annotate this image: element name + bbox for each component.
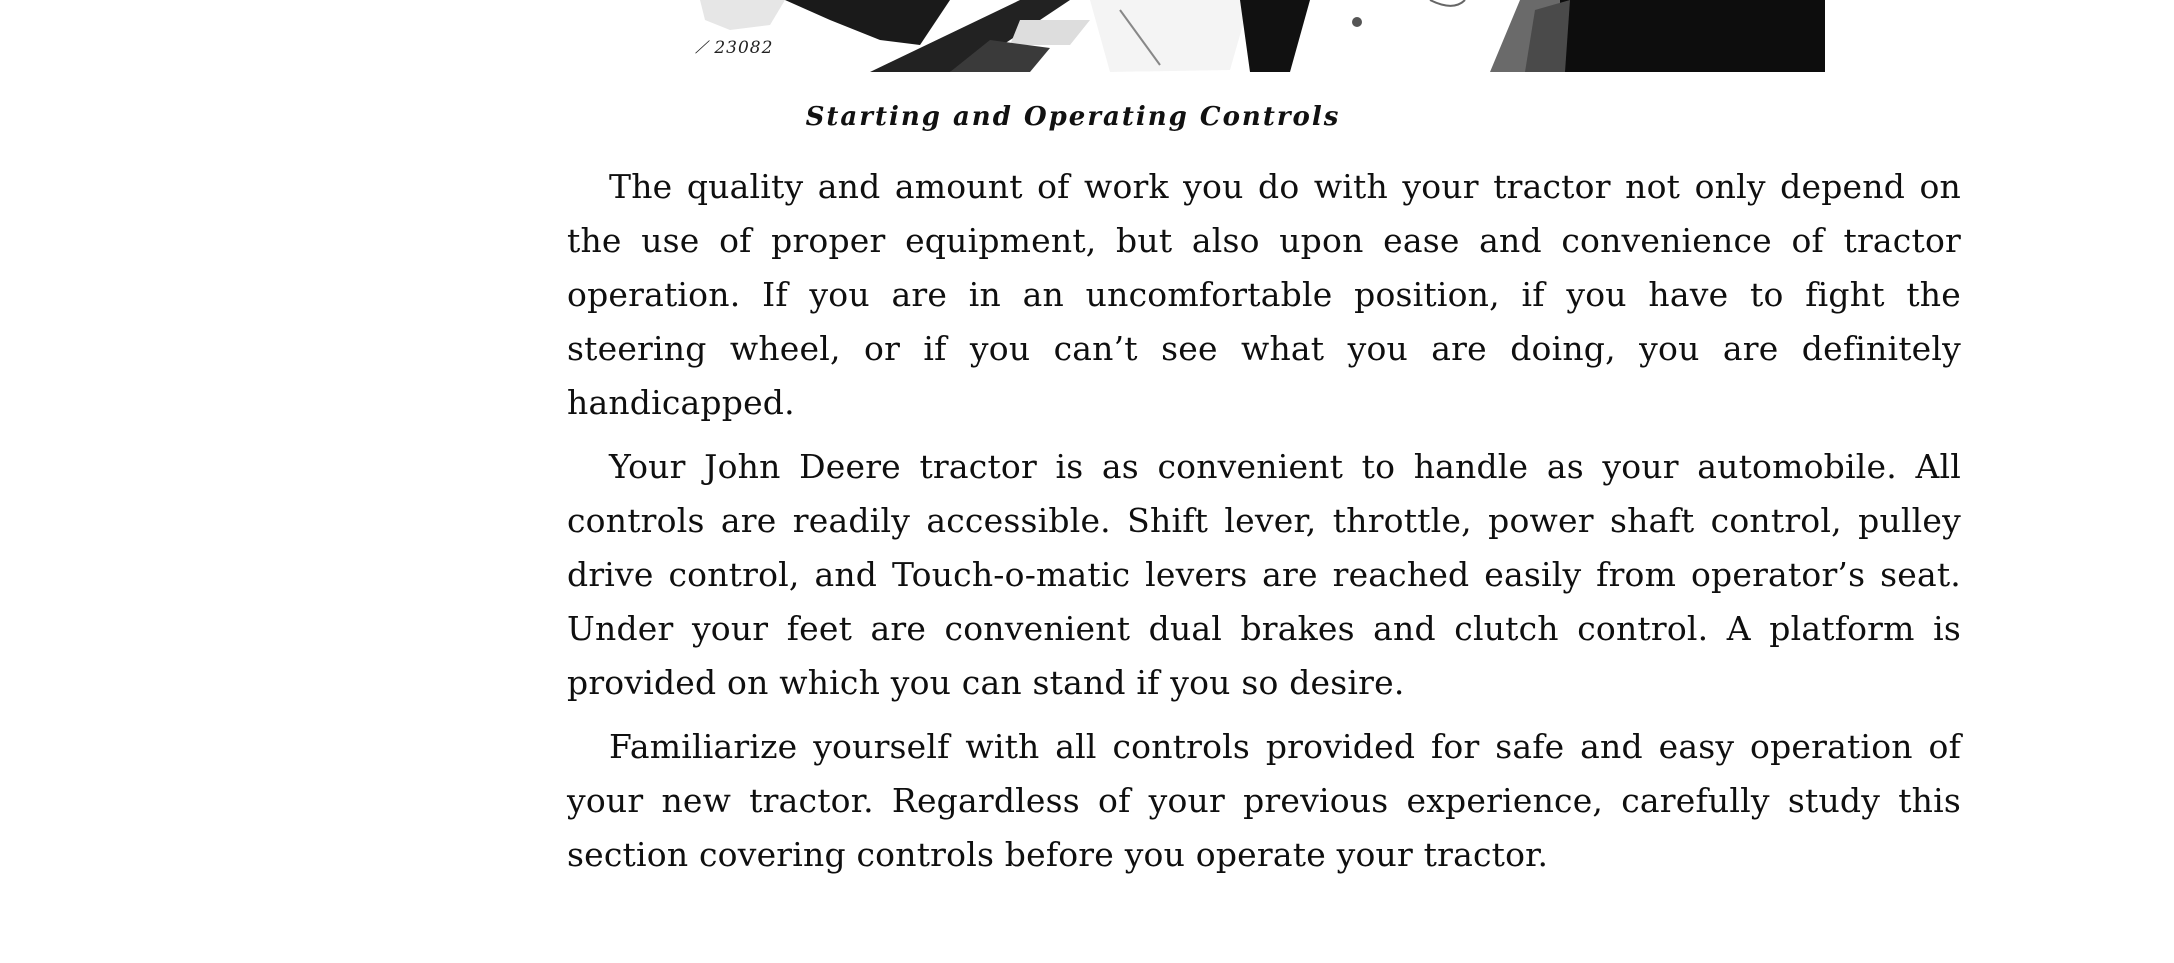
paragraph-equipment-convenience: The quality and amount of work you do with your tractor not only depend on the use of proper equipment, but also upon ease and convenience of tractor operation. If you are in an uncomfortable position, if you have to fight the steering wheel, or if you can’t see what you are doing, you are definitely handicapped. [567,167,1961,422]
photo-number-prefix: ⟋ [695,38,715,58]
body-text [567,160,1961,892]
photo-reference-number [695,38,773,58]
tractor-controls-photo [690,0,1855,75]
figure-caption [0,102,2174,132]
paragraph-controls-accessible: Your John Deere tractor is as convenient to handle as your automobile. All controls are readily accessible. Shift lever, throttle, power shaft control, pulley drive control, and Touch-o-matic levers are reached easily from operator’s seat. Under your feet are convenient dual brakes and clutch control. A platform is provided on which you can stand if you so desire. [567,447,1961,702]
photo-number-text: 23082 [714,38,774,58]
figure-caption-text: Starting and Operating Controls [805,102,1341,132]
paragraph-familiarize-controls: Familiarize yourself with all controls provided for safe and easy operation of your new tractor. Regardless of your previous experience, carefully study this section covering controls before you operate your tractor. [567,727,1961,874]
